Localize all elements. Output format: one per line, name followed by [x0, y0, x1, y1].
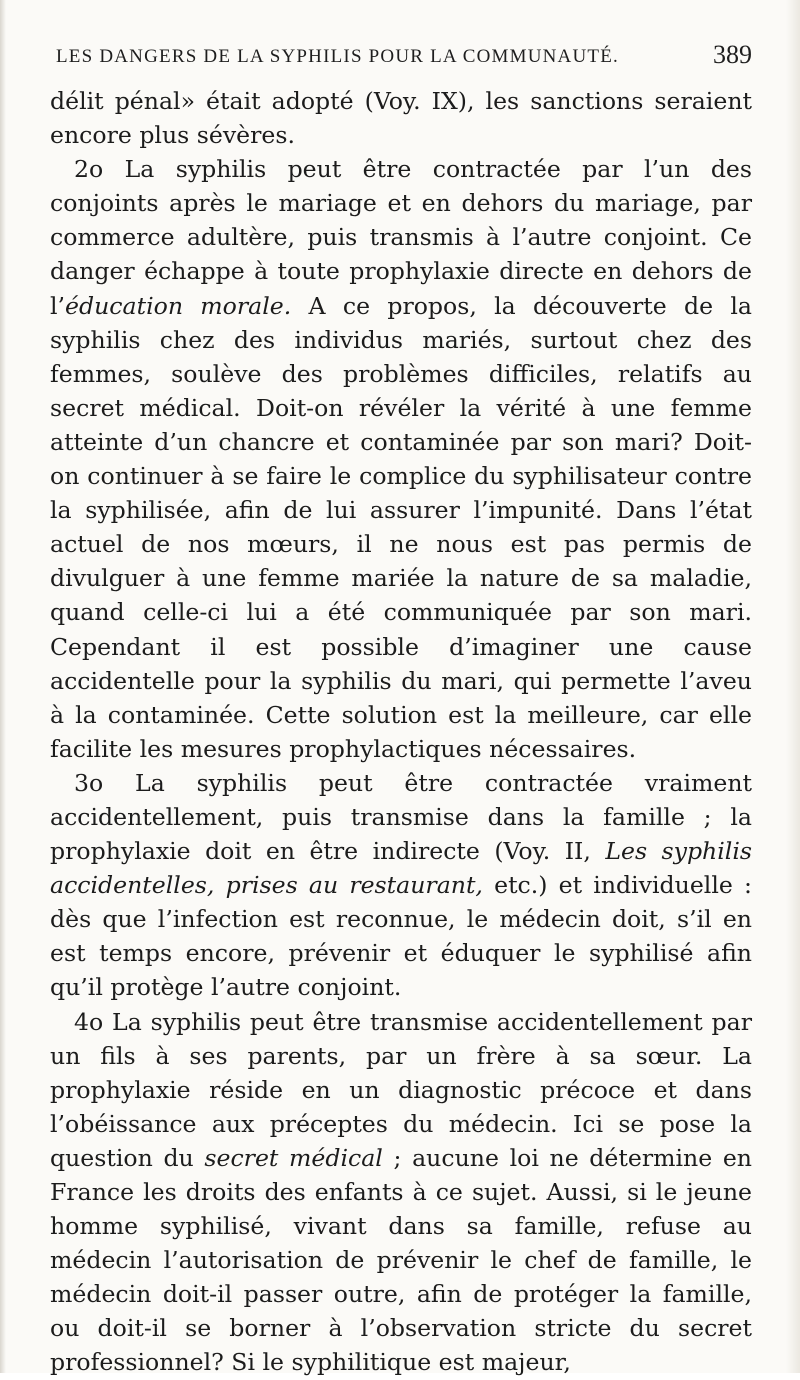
- paragraph-2-text-b: A ce propos, la découverte de la syphilis chez des individus mariés, surtout chez des femmes, soulève des problèmes difficiles, relatifs au secret médical. Doit-on révéler la vérité à une femme atteinte d’un chancre et contaminée par son mari? Doit-on continuer à se faire le complice du syphilisateur contre la syphilisée, afin de lui assurer l’impunité. Dans l’état actuel de nos mœurs, il ne nous est pas permis de divulguer à une femme mariée la nature de sa maladie, quand celle-ci lui a été communiquée par son mari. Cependant il est possible d’imaginer une cause accidentelle pour la syphilis du mari, qui permette l’aveu à la contaminée. Cette solution est la meilleure, car elle facilite les mesures prophylactiques nécessaires.: [50, 291, 753, 763]
- paragraph-2-emphasis: éducation morale.: [65, 291, 292, 320]
- paragraph-3-number: 3o: [74, 768, 104, 797]
- paragraph-1: [50, 84, 752, 152]
- paragraph-4-number: 4o: [74, 1007, 104, 1036]
- paragraph-3-emphasis: Les syphilis accidentelles, prises au restaurant,: [50, 837, 752, 900]
- paragraph-4-text-b: ; aucune loi ne détermine en France les droits des enfants à ce sujet. Aussi, si le jeune homme syphilisé, vivant dans sa famille, refuse au médecin l’autorisation de prévenir le chef de famille, le médecin doit-il passer outre, afin de protéger la famille, ou doit-il se borner à l’observation stricte du secret professionnel? Si le syphilitique est majeur,: [50, 1143, 752, 1377]
- page-left-shadow: [0, 0, 6, 1373]
- page-right-shadow: [786, 0, 800, 1373]
- paragraph-4-emphasis: secret médical: [204, 1143, 383, 1172]
- paragraph-2: [50, 152, 752, 766]
- page-header: [56, 38, 752, 78]
- running-head: LES DANGERS DE LA SYPHILIS POUR LA COMMUNAUTÉ.: [56, 46, 619, 67]
- paragraph-3-text-b: etc.) et individuelle : dès que l’infection est reconnue, le médecin doit, s’il en est temps encore, prévenir et éduquer le syphilisé afin qu’il protège l’autre conjoint.: [50, 871, 752, 1002]
- paragraph-4-text-a: La syphilis peut être transmise accidentellement par un fils à ses parents, par un frère à sa sœur. La prophylaxie réside en un diagnostic précoce et dans l’obéissance aux préceptes du médecin. Ici se pose la question du: [50, 1007, 752, 1172]
- paragraph-2-text-a: La syphilis peut être contractée par l’un des conjoints après le mariage et en dehors du mariage, par commerce adultère, puis transmis à l’autre conjoint. Ce danger échappe à toute prophylaxie directe en dehors de l’: [50, 155, 752, 320]
- page-number: 389: [713, 40, 752, 69]
- paragraph-4: [50, 1005, 752, 1380]
- paragraph-3: [50, 766, 752, 1005]
- paragraph-2-number: 2o: [74, 155, 104, 184]
- paragraph-3-text-a: La syphilis peut être contractée vraiment accidentellement, puis transmise dans la famille ; la prophylaxie doit en être indirecte (Voy. II,: [50, 768, 752, 866]
- body-text: [50, 84, 752, 1380]
- paragraph-1-text: délit pénal» était adopté (Voy. IX), les sanctions seraient encore plus sévères.: [50, 87, 752, 150]
